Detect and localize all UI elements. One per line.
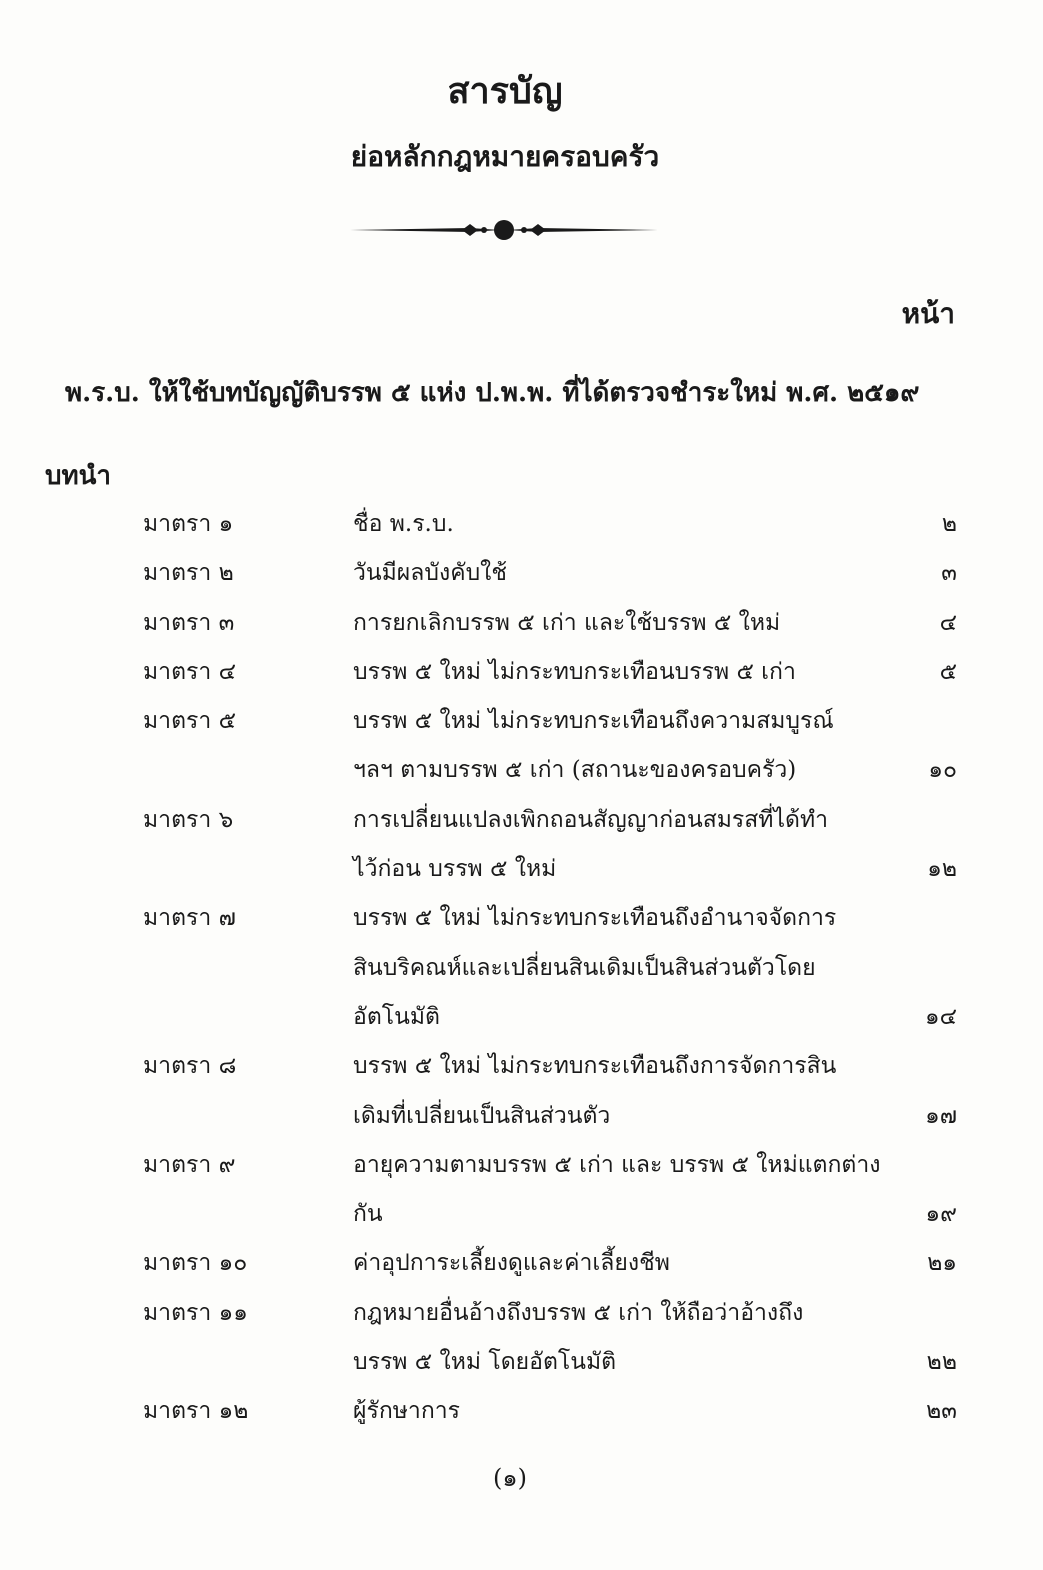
section-number: มาตรา ๕ [143, 708, 236, 735]
entry-title: ไว้ก่อน บรรพ ๕ ใหม่ [353, 856, 557, 883]
toc-entry[interactable] [0, 1042, 1043, 1141]
toc-line [0, 697, 1043, 746]
page-reference: ๕ [939, 658, 957, 685]
toc-entry[interactable] [0, 1239, 1043, 1288]
entry-title: บรรพ ๕ ใหม่ ไม่กระทบกระเทือนบรรพ ๕ เก่า [353, 658, 796, 685]
entry-title: บรรพ ๕ ใหม่ โดยอัตโนมัติ [353, 1349, 617, 1376]
page-reference: ๔ [939, 609, 957, 636]
toc-line [0, 993, 1043, 1042]
toc-line [0, 845, 1043, 894]
toc-line [0, 894, 1043, 943]
toc-line [0, 599, 1043, 648]
toc-entry[interactable] [0, 1289, 1043, 1388]
section-number: มาตรา ๑๒ [143, 1398, 249, 1425]
section-number: มาตรา ๔ [143, 658, 236, 685]
toc-line [0, 746, 1043, 795]
section-number: มาตรา ๙ [143, 1151, 236, 1178]
toc-line [0, 648, 1043, 697]
toc-line [0, 796, 1043, 845]
page-reference: ๒ [941, 511, 957, 537]
toc-line [0, 1190, 1043, 1239]
toc-entry[interactable] [0, 648, 1043, 697]
page-reference: ๒๓ [926, 1398, 957, 1425]
ornament-divider-icon [350, 216, 658, 244]
page-reference: ๑๔ [924, 1003, 957, 1030]
toc-line [0, 1289, 1043, 1338]
table-of-contents [0, 500, 1043, 1437]
toc-entry[interactable] [0, 796, 1043, 895]
entry-title: ผู้รักษาการ [353, 1398, 461, 1425]
section-number: มาตรา ๒ [143, 560, 234, 587]
toc-line [0, 944, 1043, 993]
page-reference: ๓ [941, 560, 957, 587]
toc-line [0, 1141, 1043, 1190]
entry-title: กฎหมายอื่นอ้างถึงบรรพ ๕ เก่า ให้ถือว่าอ้างถึง [353, 1299, 804, 1326]
page-reference: ๒๑ [927, 1250, 957, 1277]
section-heading: บทนำ [45, 461, 112, 491]
toc-entry[interactable] [0, 1387, 1043, 1436]
toc-entry[interactable] [0, 894, 1043, 1042]
toc-entry[interactable] [0, 697, 1043, 796]
entry-title: บรรพ ๕ ใหม่ ไม่กระทบกระเทือนถึงการจัดการสิน [353, 1053, 837, 1080]
entry-title: ค่าอุปการะเลี้ยงดูและค่าเลี้ยงชีพ [353, 1250, 670, 1277]
page-subtitle: ย่อหลักกฎหมายครอบครัว [350, 140, 660, 173]
toc-line [0, 549, 1043, 598]
entry-title: ฯลฯ ตามบรรพ ๕ เก่า (สถานะของครอบครัว) [353, 757, 797, 784]
toc-entry[interactable] [0, 599, 1043, 648]
section-number: มาตรา ๖ [143, 806, 234, 833]
entry-title: การเปลี่ยนแปลงเพิกถอนสัญญาก่อนสมรสที่ได้ทำ [353, 806, 829, 833]
act-title: พ.ร.บ. ให้ใช้บทบัญญัติบรรพ ๕ แห่ง ป.พ.พ. ที่ได้ตรวจชำระใหม่ พ.ศ. ๒๕๑๙ [65, 378, 920, 408]
page-number: (๑) [493, 1464, 527, 1492]
entry-title: กัน [353, 1201, 383, 1228]
toc-line [0, 1092, 1043, 1141]
toc-entry[interactable] [0, 549, 1043, 598]
section-number: มาตรา ๑ [143, 511, 234, 537]
toc-entry[interactable] [0, 1141, 1043, 1240]
section-number: มาตรา ๑๑ [143, 1299, 248, 1326]
section-number: มาตรา ๑๐ [143, 1250, 248, 1277]
page-reference: ๑๙ [925, 1201, 957, 1228]
toc-entry[interactable] [0, 500, 1043, 549]
entry-title: วันมีผลบังคับใช้ [353, 560, 508, 587]
toc-line [0, 1387, 1043, 1436]
entry-title: สินบริคณห์และเปลี่ยนสินเดิมเป็นสินส่วนตัวโดย [353, 954, 816, 981]
section-number: มาตรา ๘ [143, 1053, 237, 1080]
page-reference: ๑๗ [925, 1102, 957, 1129]
page-reference: ๒๒ [926, 1349, 957, 1376]
entry-title: การยกเลิกบรรพ ๕ เก่า และใช้บรรพ ๕ ใหม่ [353, 609, 781, 636]
page-column-heading: หน้า [901, 297, 955, 330]
toc-line [0, 1239, 1043, 1288]
entry-title: ชื่อ พ.ร.บ. [353, 511, 454, 537]
toc-line [0, 500, 1043, 549]
page-reference: ๑๐ [928, 757, 957, 784]
entry-title: บรรพ ๕ ใหม่ ไม่กระทบกระเทือนถึงอำนาจจัดการ [353, 905, 837, 932]
toc-line [0, 1042, 1043, 1091]
page-reference: ๑๒ [927, 856, 957, 883]
entry-title: บรรพ ๕ ใหม่ ไม่กระทบกระเทือนถึงความสมบูรณ์ [353, 708, 834, 735]
entry-title: อายุความตามบรรพ ๕ เก่า และ บรรพ ๕ ใหม่แตกต่าง [353, 1151, 881, 1178]
page-title: สารบัญ [447, 70, 563, 112]
section-number: มาตรา ๗ [143, 905, 236, 932]
section-number: มาตรา ๓ [143, 609, 235, 636]
entry-title: เดิมที่เปลี่ยนเป็นสินส่วนตัว [353, 1102, 611, 1129]
entry-title: อัตโนมัติ [353, 1003, 440, 1030]
toc-line [0, 1338, 1043, 1387]
